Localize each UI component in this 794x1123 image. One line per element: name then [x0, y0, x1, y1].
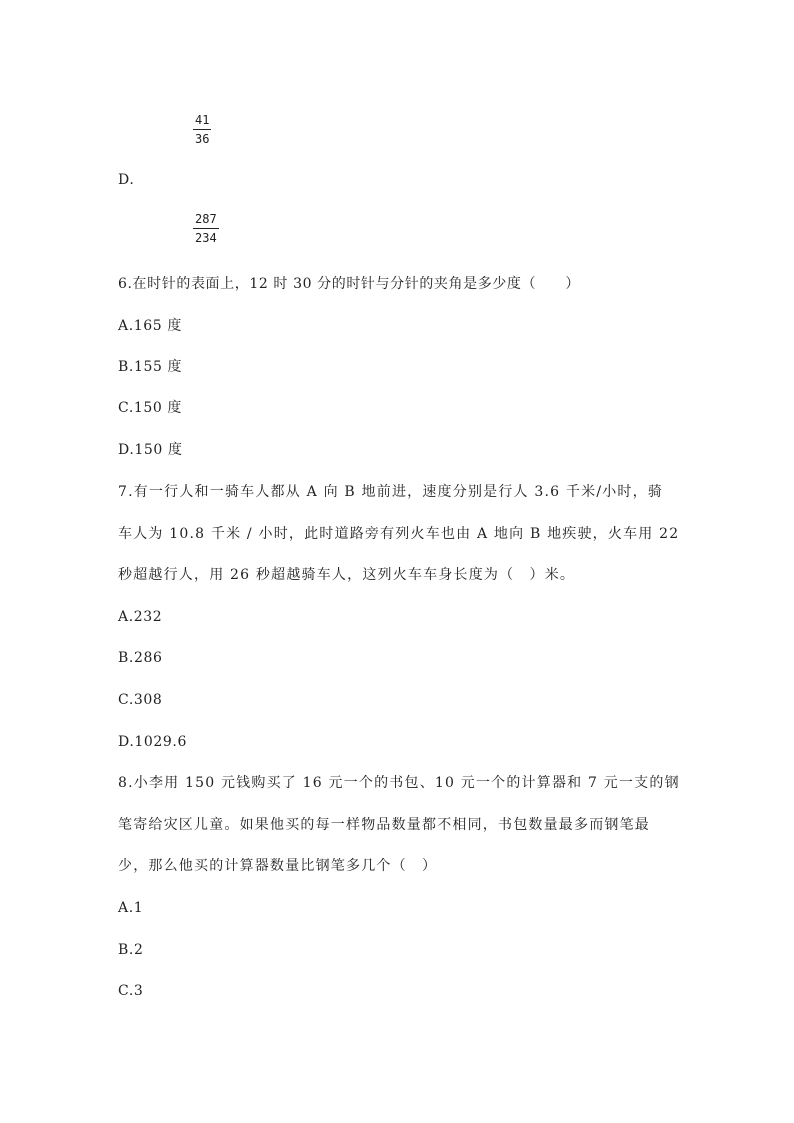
- question-8-option-b: B.2: [118, 942, 144, 958]
- question-6-option-d: D.150 度: [118, 442, 183, 458]
- question-6-option-c: C.150 度: [118, 400, 183, 416]
- question-7-option-c: C.308: [118, 692, 163, 708]
- question-6-stem: 6.在时针的表面上，12 时 30 分的时针与分针的夹角是多少度（ ）: [118, 276, 580, 292]
- option-d-fraction: [193, 212, 219, 246]
- option-d-label: D.: [118, 172, 135, 188]
- question-8-option-c: C.3: [118, 983, 144, 999]
- question-7-option-b: B.286: [118, 650, 163, 666]
- question-8-stem-line-3: 少，那么他买的计算器数量比钢笔多几个（ ）: [118, 858, 438, 874]
- question-6-option-b: B.155 度: [118, 359, 183, 375]
- fraction-bar: [193, 228, 219, 229]
- fraction-denominator: 36: [195, 132, 210, 146]
- fraction-numerator: 287: [195, 212, 217, 226]
- question-6-option-a: A.165 度: [118, 318, 182, 334]
- question-7-stem-line-3: 秒超越行人，用 26 秒超越骑车人，这列火车车身长度为（ ）米。: [118, 567, 576, 583]
- question-7-stem-line-2: 车人为 10.8 千米 / 小时，此时道路旁有列火车也由 A 地向 B 地疾驶，火车用 22: [118, 526, 680, 542]
- option-c-fraction: [193, 113, 211, 147]
- fraction-denominator: 234: [195, 231, 217, 245]
- question-7-option-d: D.1029.6: [118, 734, 187, 750]
- question-7-stem-line-1: 7.有一行人和一骑车人都从 A 向 B 地前进，速度分别是行人 3.6 千米/小时，骑: [118, 484, 664, 500]
- question-8-stem-line-2: 笔寄给灾区儿童。如果他买的每一样物品数量都不相同，书包数量最多而钢笔最: [118, 817, 650, 833]
- fraction-numerator: 41: [195, 113, 210, 127]
- fraction-bar: [193, 129, 211, 130]
- question-8-stem-line-1: 8.小李用 150 元钱购买了 16 元一个的书包、10 元一个的计算器和 7 元一支的钢: [118, 775, 680, 791]
- question-8-option-a: A.1: [118, 900, 144, 916]
- question-7-option-a: A.232: [118, 609, 163, 625]
